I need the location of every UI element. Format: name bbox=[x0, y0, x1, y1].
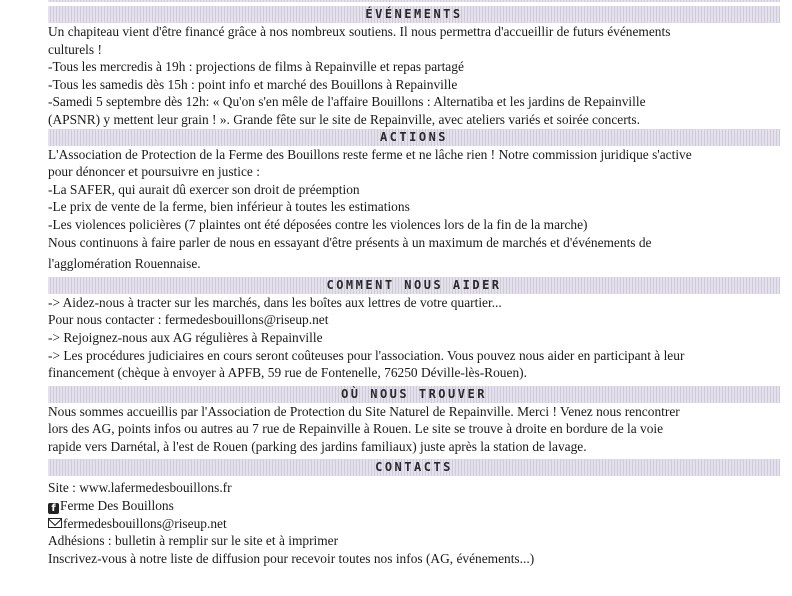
aider-line: -> Rejoignez-nous aux AG régulières à Repainville bbox=[48, 329, 323, 345]
section-header-contacts: CONTACTS bbox=[48, 459, 780, 476]
actions-line: -La SAFER, qui aurait dû exercer son droit de préemption bbox=[48, 181, 360, 197]
section-contacts bbox=[48, 479, 780, 567]
section-header-evenements: ÉVÉNEMENTS bbox=[48, 6, 780, 23]
trouver-line: rapide vers Darnétal, à l'est de Rouen (parking des jardins familiaux) juste après la station de lavage. bbox=[48, 438, 587, 454]
section-header-aider: COMMENT NOUS AIDER bbox=[48, 277, 780, 294]
section-header-actions: ACTIONS bbox=[48, 129, 780, 146]
section-evenements bbox=[48, 23, 780, 129]
actions-line: -Le prix de vente de la ferme, bien inférieur à toutes les estimations bbox=[48, 199, 410, 215]
diffusion-text: Inscrivez-vous à notre liste de diffusion pour recevoir toutes nos infos (AG, événements...) bbox=[48, 550, 535, 566]
evenements-line: -Tous les samedis dès 15h : point info et marché des Bouillons à Repainville bbox=[48, 76, 458, 92]
evenements-line: (APSNR) y mettent leur grain ! ». Grande fête sur le site de Repainville, avec ateliers variés et soirée concerts. bbox=[48, 111, 640, 127]
facebook-label: Ferme Des Bouillons bbox=[60, 498, 174, 514]
mail-icon bbox=[48, 518, 62, 528]
actions-line: Nous continuons à faire parler de nous en essayant d'être présents à un maximum de marchés et d'événements de bbox=[48, 234, 652, 250]
actions-line: l'agglomération Rouennaise. bbox=[48, 256, 201, 272]
section-aider bbox=[48, 294, 780, 382]
aider-line: -> Aidez-nous à tracter sur les marchés, dans les boîtes aux lettres de votre quartier... bbox=[48, 294, 502, 310]
facebook-icon: f bbox=[48, 503, 59, 514]
actions-line: pour dénoncer et poursuivre en justice : bbox=[48, 164, 260, 180]
evenements-line: -Tous les mercredis à 19h : projections de films à Repainville et repas partagé bbox=[48, 59, 464, 75]
actions-line: L'Association de Protection de la Ferme des Bouillons reste ferme et ne lâche rien ! Notre commission juridique s'active bbox=[48, 146, 692, 162]
actions-line: -Les violences policières (7 plaintes ont été déposées contre les violences lors de la fin de la marche) bbox=[48, 216, 588, 232]
evenements-line: -Samedi 5 septembre dès 12h: « Qu'on s'en mêle de l'affaire Bouillons : Alternatiba et les jardins de Repainville bbox=[48, 94, 646, 110]
aider-line: Pour nous contacter : fermedesbouillons@riseup.net bbox=[48, 312, 329, 328]
adhesions-text: Adhésions : bulletin à remplir sur le site et à imprimer bbox=[48, 533, 339, 549]
trouver-line: Nous sommes accueillis par l'Association de Protection du Site Naturel de Repainville. Merci ! Venez nous rencontrer bbox=[48, 403, 680, 419]
website-link[interactable]: Site : www.lafermedesbouillons.fr bbox=[48, 480, 232, 496]
evenements-line: culturels ! bbox=[48, 41, 102, 57]
email-line[interactable] bbox=[48, 515, 780, 533]
section-actions bbox=[48, 146, 780, 273]
trouver-line: lors des AG, points infos ou autres au 7 rue de Repainville à Rouen. Le site se trouve à droite en bordure de la voie bbox=[48, 421, 664, 437]
facebook-line[interactable] bbox=[48, 497, 780, 515]
aider-line: -> Les procédures judiciaires en cours seront coûteuses pour l'association. Vous pouvez nous aider en participant à leur bbox=[48, 347, 685, 363]
aider-line: financement (chèque à envoyer à APFB, 59 rue de Fontenelle, 76250 Déville-lès-Rouen). bbox=[48, 365, 527, 381]
section-trouver bbox=[48, 403, 780, 456]
section-header-trouver: OÙ NOUS TROUVER bbox=[48, 386, 780, 403]
newsletter-page bbox=[48, 0, 780, 567]
email-label: fermedesbouillons@riseup.net bbox=[63, 515, 227, 531]
evenements-line: Un chapiteau vient d'être financé grâce à nos nombreux soutiens. Il nous permettra d'accueillir de futurs événements bbox=[48, 24, 671, 39]
